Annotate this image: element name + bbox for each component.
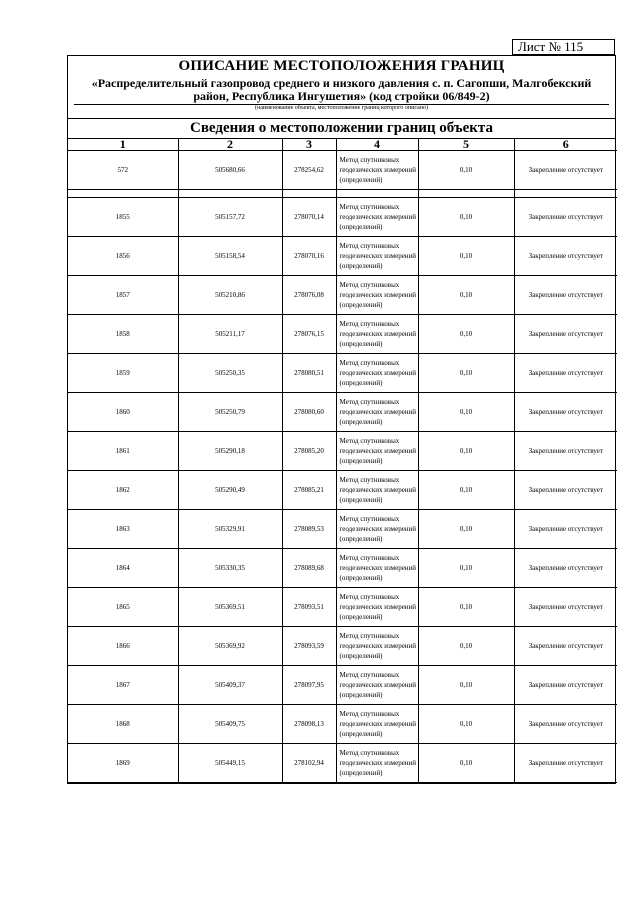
- coordinates-table: [68, 139, 617, 783]
- point-number-cell: 1860: [68, 393, 178, 432]
- fixation-cell: Закрепление отсутствует: [514, 471, 617, 510]
- empty-cell: [68, 190, 178, 198]
- document-frame: [67, 55, 616, 784]
- accuracy-cell: 0,10: [418, 705, 514, 744]
- document-title: ОПИСАНИЕ МЕСТОПОЛОЖЕНИЯ ГРАНИЦ: [178, 58, 505, 74]
- x-coordinate-cell: 505250,79: [178, 393, 282, 432]
- y-coordinate-cell: 278093,59: [282, 627, 336, 666]
- point-number-cell: 1865: [68, 588, 178, 627]
- fixation-cell: Закрепление отсутствует: [514, 151, 617, 190]
- empty-cell: [418, 190, 514, 198]
- method-cell: Метод спутниковых геодезических измерений (определений): [336, 354, 418, 393]
- fixation-cell: Закрепление отсутствует: [514, 354, 617, 393]
- accuracy-cell: 0,10: [418, 393, 514, 432]
- object-name: «Распределительный газопровод среднего и низкого давления с. п. Сагопши, Малгобекский район, Республика Ингушетия» (код стройки 06/849-2): [91, 76, 592, 103]
- x-coordinate-cell: 505369,92: [178, 627, 282, 666]
- column-header: 2: [178, 139, 282, 151]
- section-title: Сведения о местоположении границ объекта: [68, 119, 615, 139]
- table-row: [68, 276, 617, 315]
- y-coordinate-cell: 278098,13: [282, 705, 336, 744]
- fixation-cell: Закрепление отсутствует: [514, 549, 617, 588]
- fixation-cell: Закрепление отсутствует: [514, 393, 617, 432]
- point-number-cell: 1859: [68, 354, 178, 393]
- accuracy-cell: 0,10: [418, 432, 514, 471]
- x-coordinate-cell: 505210,86: [178, 276, 282, 315]
- accuracy-cell: 0,10: [418, 354, 514, 393]
- column-header: 4: [336, 139, 418, 151]
- point-number-cell: 1866: [68, 627, 178, 666]
- x-coordinate-cell: 505290,18: [178, 432, 282, 471]
- x-coordinate-cell: 505680,66: [178, 151, 282, 190]
- point-number-cell: 1869: [68, 744, 178, 783]
- point-number-cell: 572: [68, 151, 178, 190]
- table-row: [68, 588, 617, 627]
- accuracy-cell: 0,10: [418, 588, 514, 627]
- x-coordinate-cell: 505250,35: [178, 354, 282, 393]
- accuracy-cell: 0,10: [418, 627, 514, 666]
- x-coordinate-cell: 505449,15: [178, 744, 282, 783]
- method-cell: Метод спутниковых геодезических измерений (определений): [336, 151, 418, 190]
- y-coordinate-cell: 278089,53: [282, 510, 336, 549]
- table-row: [68, 354, 617, 393]
- point-number-cell: 1857: [68, 276, 178, 315]
- table-row: [68, 744, 617, 783]
- fixation-cell: Закрепление отсутствует: [514, 666, 617, 705]
- x-coordinate-cell: 505157,72: [178, 198, 282, 237]
- method-cell: Метод спутниковых геодезических измерений (определений): [336, 627, 418, 666]
- table-row: [68, 198, 617, 237]
- y-coordinate-cell: 278254,62: [282, 151, 336, 190]
- point-number-cell: 1864: [68, 549, 178, 588]
- table-row: [68, 705, 617, 744]
- fixation-cell: Закрепление отсутствует: [514, 705, 617, 744]
- column-header: 1: [68, 139, 178, 151]
- fixation-cell: Закрепление отсутствует: [514, 432, 617, 471]
- y-coordinate-cell: 278085,21: [282, 471, 336, 510]
- table-row: [68, 432, 617, 471]
- point-number-cell: 1867: [68, 666, 178, 705]
- object-name-caption: (наименование объекта, местоположение границ которого описано): [255, 105, 428, 111]
- y-coordinate-cell: 278097,95: [282, 666, 336, 705]
- accuracy-cell: 0,10: [418, 276, 514, 315]
- column-header: 3: [282, 139, 336, 151]
- table-row: [68, 510, 617, 549]
- y-coordinate-cell: 278085,20: [282, 432, 336, 471]
- method-cell: Метод спутниковых геодезических измерений (определений): [336, 471, 418, 510]
- table-row: [68, 393, 617, 432]
- table-row: [68, 627, 617, 666]
- empty-cell: [178, 190, 282, 198]
- accuracy-cell: 0,10: [418, 744, 514, 783]
- fixation-cell: Закрепление отсутствует: [514, 237, 617, 276]
- table-row: [68, 315, 617, 354]
- method-cell: Метод спутниковых геодезических измерений (определений): [336, 315, 418, 354]
- y-coordinate-cell: 278070,16: [282, 237, 336, 276]
- y-coordinate-cell: 278080,51: [282, 354, 336, 393]
- x-coordinate-cell: 505158,54: [178, 237, 282, 276]
- x-coordinate-cell: 505409,37: [178, 666, 282, 705]
- y-coordinate-cell: 278080,60: [282, 393, 336, 432]
- y-coordinate-cell: 278093,51: [282, 588, 336, 627]
- x-coordinate-cell: 505290,49: [178, 471, 282, 510]
- empty-cell: [514, 190, 617, 198]
- method-cell: Метод спутниковых геодезических измерений (определений): [336, 666, 418, 705]
- x-coordinate-cell: 505211,17: [178, 315, 282, 354]
- method-cell: Метод спутниковых геодезических измерений (определений): [336, 393, 418, 432]
- method-cell: Метод спутниковых геодезических измерений (определений): [336, 510, 418, 549]
- accuracy-cell: 0,10: [418, 315, 514, 354]
- document-header: [68, 56, 615, 119]
- empty-cell: [282, 190, 336, 198]
- method-cell: Метод спутниковых геодезических измерений (определений): [336, 744, 418, 783]
- table-header-row: [68, 139, 617, 151]
- method-cell: Метод спутниковых геодезических измерений (определений): [336, 237, 418, 276]
- accuracy-cell: 0,10: [418, 237, 514, 276]
- fixation-cell: Закрепление отсутствует: [514, 198, 617, 237]
- accuracy-cell: 0,10: [418, 198, 514, 237]
- accuracy-cell: 0,10: [418, 666, 514, 705]
- method-cell: Метод спутниковых геодезических измерений (определений): [336, 588, 418, 627]
- fixation-cell: Закрепление отсутствует: [514, 588, 617, 627]
- point-number-cell: 1858: [68, 315, 178, 354]
- method-cell: Метод спутниковых геодезических измерений (определений): [336, 432, 418, 471]
- x-coordinate-cell: 505330,35: [178, 549, 282, 588]
- fixation-cell: Закрепление отсутствует: [514, 276, 617, 315]
- accuracy-cell: 0,10: [418, 549, 514, 588]
- sheet-number: Лист № 115: [512, 39, 615, 55]
- fixation-cell: Закрепление отсутствует: [514, 510, 617, 549]
- table-row: [68, 151, 617, 190]
- x-coordinate-cell: 505369,51: [178, 588, 282, 627]
- y-coordinate-cell: 278076,15: [282, 315, 336, 354]
- empty-cell: [336, 190, 418, 198]
- method-cell: Метод спутниковых геодезических измерений (определений): [336, 705, 418, 744]
- y-coordinate-cell: 278070,14: [282, 198, 336, 237]
- fixation-cell: Закрепление отсутствует: [514, 744, 617, 783]
- method-cell: Метод спутниковых геодезических измерений (определений): [336, 198, 418, 237]
- point-number-cell: 1863: [68, 510, 178, 549]
- column-header: 6: [514, 139, 617, 151]
- y-coordinate-cell: 278076,08: [282, 276, 336, 315]
- point-number-cell: 1862: [68, 471, 178, 510]
- point-number-cell: 1856: [68, 237, 178, 276]
- y-coordinate-cell: 278102,94: [282, 744, 336, 783]
- table-row: [68, 549, 617, 588]
- column-header: 5: [418, 139, 514, 151]
- accuracy-cell: 0,10: [418, 471, 514, 510]
- accuracy-cell: 0,10: [418, 151, 514, 190]
- fixation-cell: Закрепление отсутствует: [514, 627, 617, 666]
- fixation-cell: Закрепление отсутствует: [514, 315, 617, 354]
- table-gap-row: [68, 190, 617, 198]
- table-row: [68, 237, 617, 276]
- y-coordinate-cell: 278089,68: [282, 549, 336, 588]
- x-coordinate-cell: 505409,75: [178, 705, 282, 744]
- point-number-cell: 1861: [68, 432, 178, 471]
- method-cell: Метод спутниковых геодезических измерений (определений): [336, 549, 418, 588]
- method-cell: Метод спутниковых геодезических измерений (определений): [336, 276, 418, 315]
- point-number-cell: 1855: [68, 198, 178, 237]
- point-number-cell: 1868: [68, 705, 178, 744]
- x-coordinate-cell: 505329,91: [178, 510, 282, 549]
- table-row: [68, 471, 617, 510]
- accuracy-cell: 0,10: [418, 510, 514, 549]
- table-row: [68, 666, 617, 705]
